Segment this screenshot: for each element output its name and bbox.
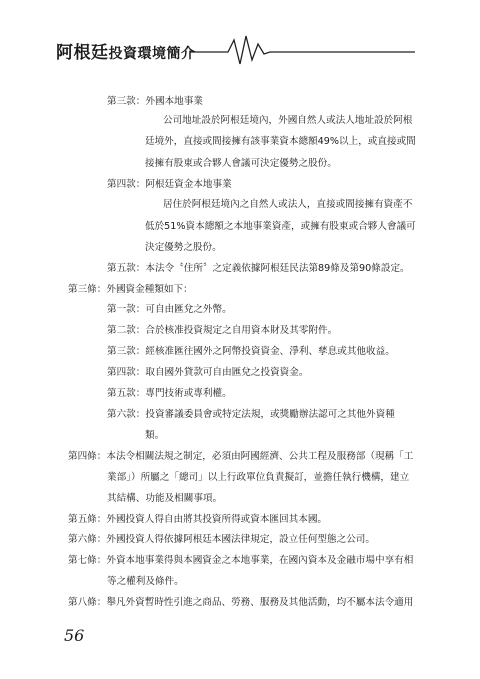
page-number: 56 [64, 626, 85, 645]
text-line: 第三條：外國資金種類如下： [68, 284, 193, 295]
text-line: 第八條：舉凡外資暫時性引進之商品、勞務、服務及其他活動，均不屬本法令適用 [68, 597, 414, 608]
text-line: 業部」）所屬之「總司」以上行政單位負責擬訂，並擔任執行機構，建立 [107, 472, 410, 483]
header-title-sub: 投資環境簡介 [108, 46, 196, 62]
text-line: 第六款：投資審議委員會或特定法規，或獎勵辦法認可之其他外資種 [107, 409, 395, 420]
text-line: 第三款：經核准匯往國外之阿幣投資資金、淨利、孳息或其他收益。 [107, 346, 395, 357]
text-line: 決定優勢之股份。 [145, 242, 222, 253]
text-line: 第四條：本法令相關法規之制定，必須由阿國經濟、公共工程及服務部（現稱「工 [68, 451, 414, 462]
header-title-main: 阿根廷 [56, 43, 109, 63]
text-line: 低於51%資本總額之本地事業資產，或擁有股東或合夥人會議可 [145, 221, 416, 232]
text-line: 第五款：本法令〝住所〞之定義依據阿根廷民法第89條及第90條設定。 [107, 263, 410, 274]
text-line: 第六條：外國投資人得依據阿根廷本國法律規定，設立任何型態之公司。 [68, 534, 375, 545]
text-line: 廷境外，直接或間接擁有該事業資本總額49%以上，或直接或間 [145, 136, 416, 147]
text-line: 第四款：取自國外貸款可自由匯兌之投資資金。 [107, 367, 309, 378]
text-line: 居住於阿根廷境內之自然人或法人，直接或間接擁有資產不 [163, 199, 413, 210]
text-line: 接擁有股東或合夥人會議可決定優勢之股份。 [145, 158, 337, 169]
text-line: 公司地址設於阿根廷境內，外國自然人或法人地址設於阿根 [163, 115, 413, 126]
text-line: 類。 [145, 430, 165, 441]
text-line: 其結構、功能及相關事項。 [107, 493, 223, 504]
text-line: 第三款：外國本地事業 [107, 96, 203, 107]
text-line: 等之權利及條件。 [107, 576, 184, 587]
text-line: 第四款：阿根廷資金本地事業 [107, 179, 232, 190]
text-line: 第二款：合於核准投資規定之自用資本財及其零附件。 [107, 325, 338, 336]
text-line: 第一款：可自由匯兌之外幣。 [107, 304, 232, 315]
text-line: 第七條：外資本地事業得與本國資金之本地事業，在國內資本及金融市場中享有相 [68, 555, 414, 566]
text-line: 第五款：專門技術或專利權。 [107, 388, 232, 399]
text-line: 第五條：外國投資人得自由將其投資所得或資本匯回其本國。 [68, 514, 328, 525]
